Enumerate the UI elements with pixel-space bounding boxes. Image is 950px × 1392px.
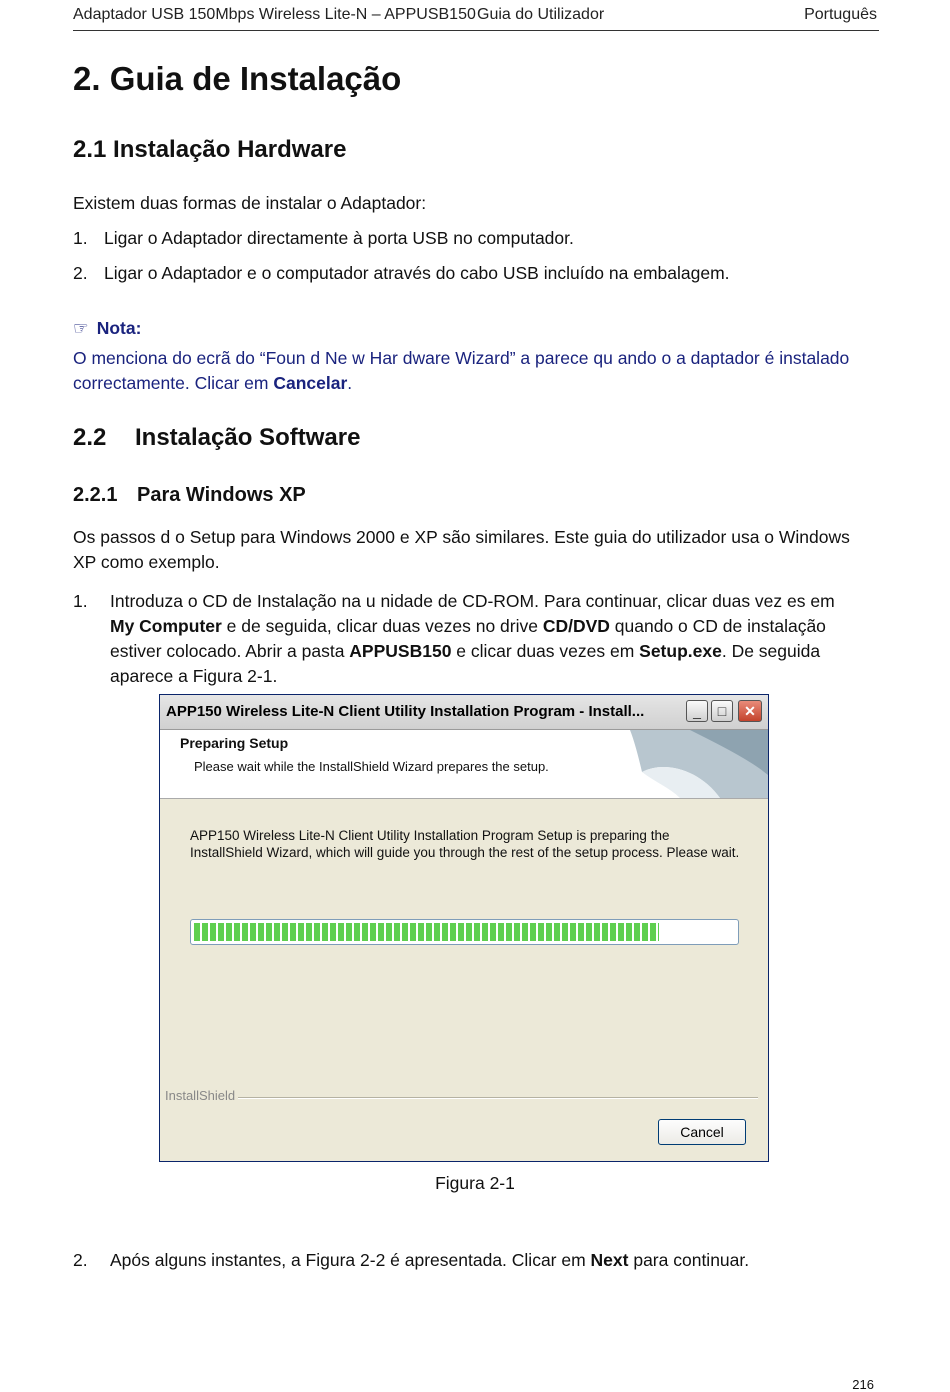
list-text: Ligar o Adaptador e o computador através do cabo USB incluído na embalagem. (104, 263, 730, 283)
dialog-banner (160, 730, 768, 799)
page-number: 216 (852, 1377, 874, 1392)
pointing-hand-icon: ☞ (73, 318, 89, 338)
divider (238, 1097, 758, 1099)
maximize-button[interactable]: □ (711, 700, 733, 722)
banner-subtitle: Please wait while the InstallShield Wizard prepares the setup. (194, 759, 549, 774)
cancel-button[interactable]: Cancel (658, 1119, 746, 1145)
close-button[interactable]: ✕ (738, 700, 762, 722)
progress-bar (190, 919, 739, 945)
hardware-intro: Existem duas formas de instalar o Adaptador: (73, 193, 427, 213)
dialog-message: APP150 Wireless Lite-N Client Utility Installation Program Setup is preparing the InstallShield Wizard, which will guide you through the rest of the setup process. Please wait. (190, 828, 740, 860)
progress-fill (194, 923, 659, 941)
section-title-hardware: 2.1 Instalação Hardware (73, 136, 347, 163)
note-text: O menciona do ecrã do “Foun d Ne w Har dware Wizard” a parece qu ando o a daptador é instalado correctamente. Clicar em (73, 348, 850, 393)
list-number: 1. (73, 228, 88, 248)
list-number: 2. (73, 263, 88, 283)
chapter-title: 2. Guia de Instalação (73, 60, 402, 97)
running-header (73, 4, 879, 31)
list-item-step-1 (73, 589, 873, 689)
section-number: 2.2 (73, 424, 107, 451)
header-language: Português (804, 6, 877, 23)
subsection-title: Para Windows XP (137, 484, 306, 506)
installer-dialog (159, 694, 769, 1162)
note-bold: Cancelar (273, 373, 348, 393)
header-product: Adaptador USB 150Mbps Wireless Lite-N – APPUSB150 (73, 6, 476, 23)
subsection-title-xp (73, 484, 306, 507)
dialog-title-bar (160, 695, 768, 730)
note-body (73, 346, 868, 396)
figure-caption: Figura 2-1 (435, 1173, 515, 1193)
list-number: 1. (73, 591, 88, 611)
software-intro: Os passos d o Setup para Windows 2000 e XP são similares. Este guia do utilizador usa o Windows XP como exemplo. (73, 527, 850, 572)
list-number: 2. (73, 1250, 88, 1270)
minimize-button[interactable]: _ (686, 700, 708, 722)
subsection-number: 2.2.1 (73, 484, 118, 506)
section-title-software (73, 424, 360, 452)
header-guide: Guia do Utilizador (477, 6, 605, 23)
list-text: Após alguns instantes, a Figura 2-2 é apresentada. Clicar em Next para continuar. (110, 1250, 750, 1270)
note-heading (73, 318, 141, 339)
dialog-title: APP150 Wireless Lite-N Client Utility Installation Program - Install... (166, 703, 645, 720)
list-text: Ligar o Adaptador directamente à porta USB no computador. (104, 228, 574, 248)
banner-title: Preparing Setup (180, 735, 289, 751)
note-text-end: . (347, 373, 353, 393)
installshield-brand: InstallShield (165, 1088, 236, 1103)
list-text: Introduza o CD de Instalação na u nidade de CD-ROM. Para continuar, clicar duas vez es em My Computer e de seguida, clicar duas vezes no drive CD/DVD quando o CD de instalação estiver colocado. Abrir a pasta APPUSB150 e clicar duas vezes em Setup.exe. De seguida aparece a Figura 2-1. (110, 591, 835, 686)
section-title: Instalação Software (135, 424, 361, 451)
note-title: Nota: (96, 318, 142, 338)
